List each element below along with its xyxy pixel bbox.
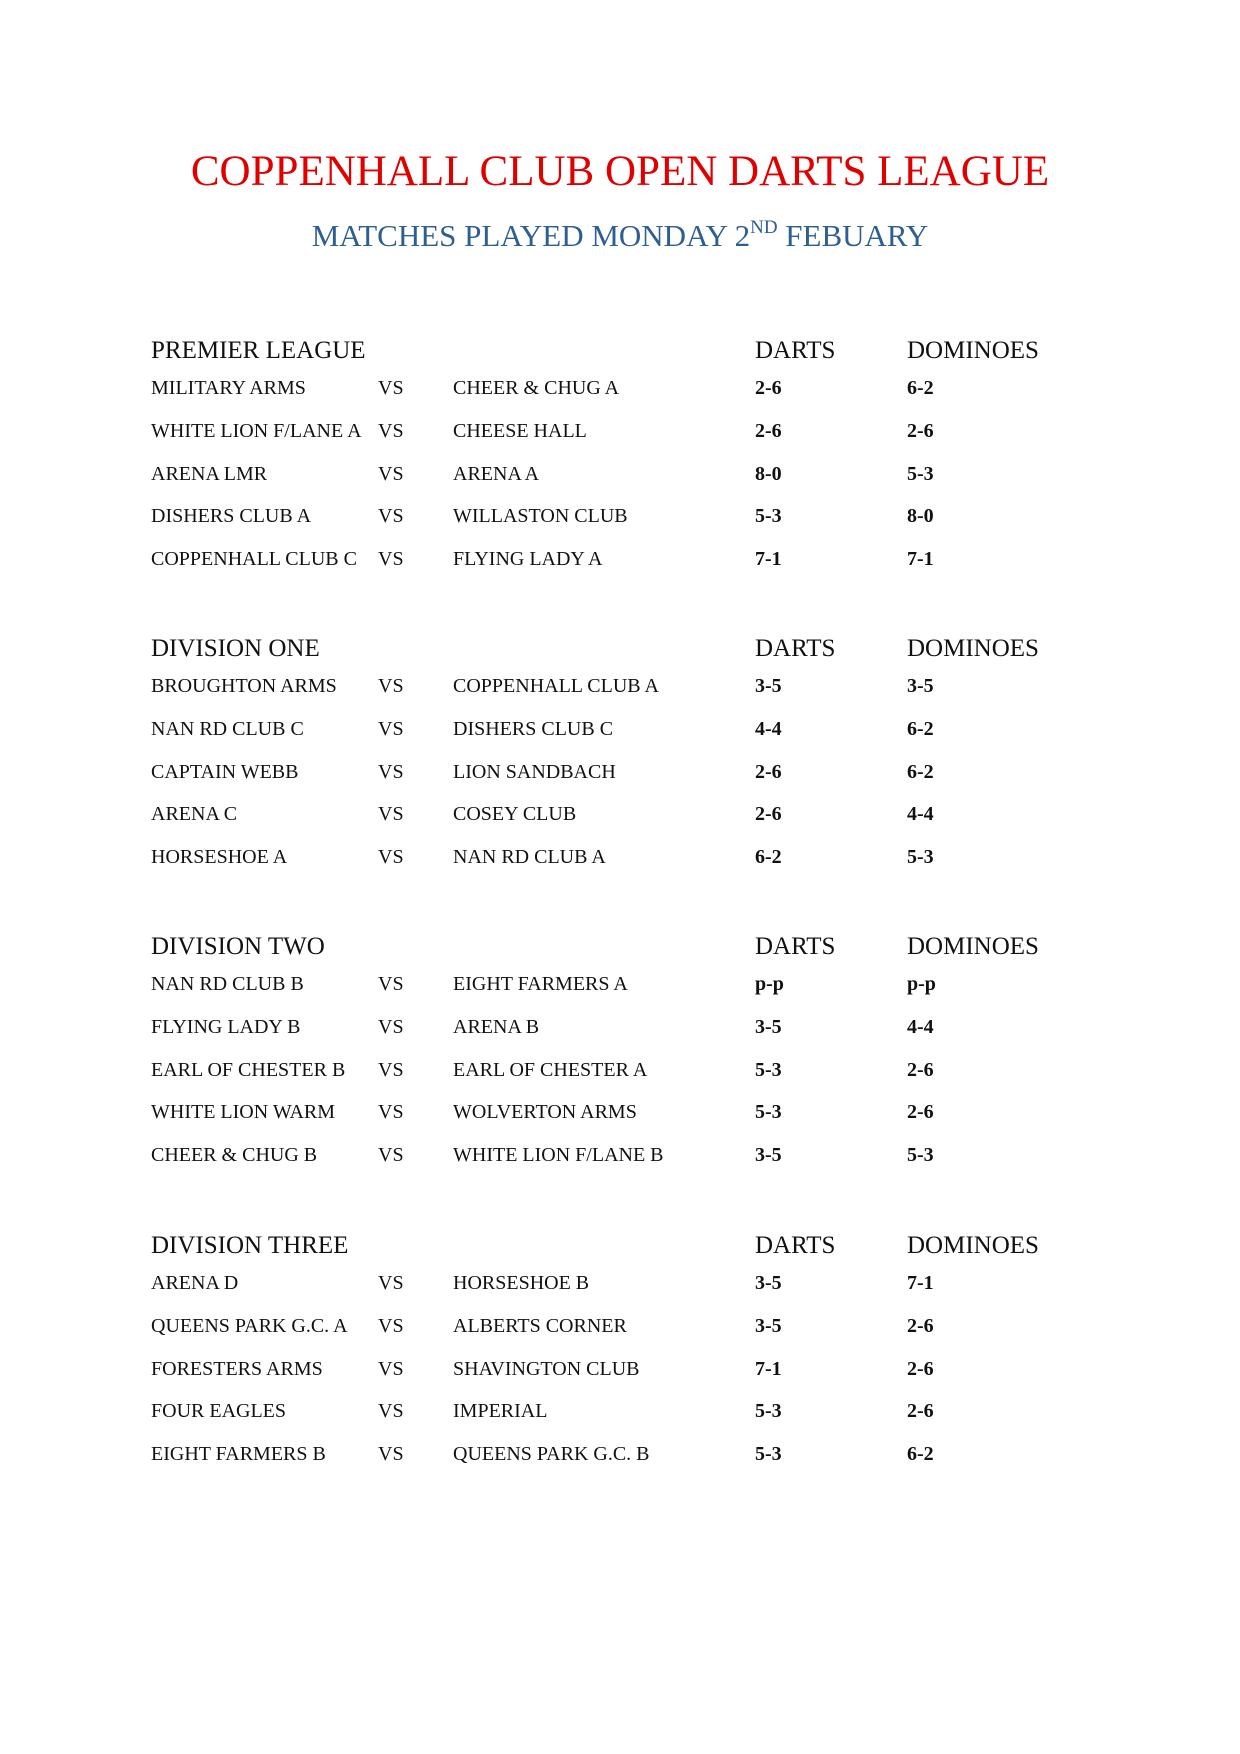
dominoes-score: 4-4: [907, 1015, 934, 1038]
home-team: CAPTAIN WEBB: [151, 760, 299, 783]
darts-column-header: DARTS: [755, 635, 836, 662]
section-header: [0, 636, 1240, 676]
home-team: WHITE LION F/LANE A: [151, 419, 362, 442]
home-team: ARENA C: [151, 803, 238, 826]
home-team: EARL OF CHESTER B: [151, 1058, 346, 1081]
subtitle-ordinal-suffix: ND: [750, 216, 778, 238]
darts-score: 2-6: [755, 803, 782, 826]
versus-label: VS: [378, 846, 404, 869]
away-team: ARENA A: [453, 462, 540, 485]
match-row: [0, 464, 1240, 507]
away-team: EIGHT FARMERS A: [453, 973, 628, 995]
away-team: CHEESE HALL: [453, 419, 587, 442]
home-team: ARENA D: [151, 1272, 239, 1294]
away-team: HORSESHOE B: [453, 1272, 590, 1294]
versus-label: VS: [378, 462, 404, 485]
home-team: QUEENS PARK G.C. A: [151, 1314, 348, 1337]
versus-label: VS: [378, 973, 404, 995]
darts-column-header: DARTS: [755, 337, 836, 364]
match-row: [0, 506, 1240, 549]
away-team: WILLASTON CLUB: [453, 505, 628, 528]
dominoes-score: 5-3: [907, 1144, 934, 1167]
dominoes-score: 7-1: [907, 548, 934, 571]
versus-label: VS: [378, 675, 404, 697]
home-team: FLYING LADY B: [151, 1015, 301, 1038]
match-row: [0, 378, 1240, 421]
match-row: [0, 676, 1240, 719]
dominoes-score: 7-1: [907, 1272, 934, 1294]
dominoes-score: 5-3: [907, 846, 934, 869]
home-team: NAN RD CLUB C: [151, 717, 304, 740]
league-section: [0, 636, 1240, 890]
dominoes-score: p-p: [907, 973, 936, 995]
darts-score: 3-5: [755, 675, 782, 697]
darts-score: 8-0: [755, 462, 782, 485]
darts-score: 5-3: [755, 505, 782, 528]
match-row: [0, 1273, 1240, 1316]
darts-score: 7-1: [755, 548, 782, 571]
away-team: SHAVINGTON CLUB: [453, 1357, 640, 1380]
home-team: WHITE LION WARM: [151, 1101, 336, 1124]
versus-label: VS: [378, 377, 404, 399]
match-row: [0, 421, 1240, 464]
versus-label: VS: [378, 1101, 404, 1124]
dominoes-score: 5-3: [907, 462, 934, 485]
match-row: [0, 847, 1240, 890]
versus-label: VS: [378, 1272, 404, 1294]
match-row: [0, 1145, 1240, 1188]
match-row: [0, 1401, 1240, 1444]
match-row: [0, 1017, 1240, 1060]
league-section: [0, 1233, 1240, 1487]
darts-score: 6-2: [755, 846, 782, 869]
versus-label: VS: [378, 760, 404, 783]
match-row: [0, 1316, 1240, 1359]
match-row: [0, 1444, 1240, 1487]
versus-label: VS: [378, 1015, 404, 1038]
darts-score: 2-6: [755, 760, 782, 783]
versus-label: VS: [378, 548, 404, 571]
dominoes-score: 2-6: [907, 1357, 934, 1380]
dominoes-score: 6-2: [907, 1443, 934, 1466]
dominoes-score: 2-6: [907, 1101, 934, 1124]
darts-score: 5-3: [755, 1101, 782, 1124]
home-team: COPPENHALL CLUB C: [151, 548, 357, 571]
page-title: COPPENHALL CLUB OPEN DARTS LEAGUE: [190, 148, 1050, 195]
away-team: CHEER & CHUG A: [453, 377, 620, 399]
darts-score: 3-5: [755, 1015, 782, 1038]
away-team: ARENA B: [453, 1015, 540, 1038]
versus-label: VS: [378, 505, 404, 528]
match-row: [0, 1060, 1240, 1103]
darts-score: 5-3: [755, 1443, 782, 1466]
match-row: [0, 719, 1240, 762]
away-team: EARL OF CHESTER A: [453, 1058, 648, 1081]
match-row: [0, 762, 1240, 805]
section-header: [0, 1233, 1240, 1273]
versus-label: VS: [378, 717, 404, 740]
home-team: NAN RD CLUB B: [151, 973, 304, 995]
away-team: COPPENHALL CLUB A: [453, 675, 659, 697]
darts-column-header: DARTS: [755, 933, 836, 960]
dominoes-score: 3-5: [907, 675, 934, 697]
dominoes-score: 4-4: [907, 803, 934, 826]
league-section: [0, 338, 1240, 592]
darts-score: 5-3: [755, 1400, 782, 1423]
versus-label: VS: [378, 1144, 404, 1167]
away-team: FLYING LADY A: [453, 548, 603, 571]
darts-score: 2-6: [755, 377, 782, 399]
section-title: DIVISION THREE: [151, 1232, 349, 1259]
home-team: ARENA LMR: [151, 462, 268, 485]
versus-label: VS: [378, 1314, 404, 1337]
home-team: HORSESHOE A: [151, 846, 288, 869]
match-row: [0, 1102, 1240, 1145]
dominoes-score: 2-6: [907, 1314, 934, 1337]
home-team: BROUGHTON ARMS: [151, 675, 337, 697]
match-row: [0, 804, 1240, 847]
versus-label: VS: [378, 1058, 404, 1081]
match-row: [0, 549, 1240, 592]
away-team: DISHERS CLUB C: [453, 717, 614, 740]
darts-score: 3-5: [755, 1144, 782, 1167]
home-team: MILITARY ARMS: [151, 377, 306, 399]
away-team: COSEY CLUB: [453, 803, 577, 826]
darts-column-header: DARTS: [755, 1232, 836, 1259]
league-section: [0, 934, 1240, 1188]
darts-score: p-p: [755, 973, 784, 995]
versus-label: VS: [378, 1400, 404, 1423]
home-team: EIGHT FARMERS B: [151, 1443, 326, 1466]
dominoes-column-header: DOMINOES: [907, 635, 1039, 662]
match-row: [0, 974, 1240, 1017]
home-team: FOUR EAGLES: [151, 1400, 287, 1423]
dominoes-column-header: DOMINOES: [907, 933, 1039, 960]
away-team: IMPERIAL: [453, 1400, 548, 1423]
home-team: CHEER & CHUG B: [151, 1144, 318, 1167]
away-team: LION SANDBACH: [453, 760, 616, 783]
dominoes-score: 8-0: [907, 505, 934, 528]
subtitle-month: FEBUARY: [777, 218, 929, 253]
home-team: FORESTERS ARMS: [151, 1357, 323, 1380]
section-header: [0, 934, 1240, 974]
darts-score: 5-3: [755, 1058, 782, 1081]
away-team: WHITE LION F/LANE B: [453, 1144, 664, 1167]
page-subtitle: [0, 216, 1240, 253]
versus-label: VS: [378, 1443, 404, 1466]
dominoes-column-header: DOMINOES: [907, 1232, 1039, 1259]
away-team: WOLVERTON ARMS: [453, 1101, 637, 1124]
darts-score: 7-1: [755, 1357, 782, 1380]
dominoes-score: 6-2: [907, 717, 934, 740]
versus-label: VS: [378, 1357, 404, 1380]
match-row: [0, 1359, 1240, 1402]
dominoes-column-header: DOMINOES: [907, 337, 1039, 364]
away-team: QUEENS PARK G.C. B: [453, 1443, 650, 1466]
dominoes-score: 2-6: [907, 1400, 934, 1423]
section-title: PREMIER LEAGUE: [151, 337, 366, 364]
section-header: [0, 338, 1240, 378]
dominoes-score: 6-2: [907, 760, 934, 783]
darts-score: 3-5: [755, 1272, 782, 1294]
away-team: ALBERTS CORNER: [453, 1314, 627, 1337]
versus-label: VS: [378, 419, 404, 442]
dominoes-score: 2-6: [907, 1058, 934, 1081]
dominoes-score: 2-6: [907, 419, 934, 442]
section-title: DIVISION ONE: [151, 635, 320, 662]
away-team: NAN RD CLUB A: [453, 846, 606, 869]
darts-score: 3-5: [755, 1314, 782, 1337]
dominoes-score: 6-2: [907, 377, 934, 399]
section-title: DIVISION TWO: [151, 933, 325, 960]
subtitle-text: MATCHES PLAYED MONDAY 2: [311, 218, 751, 253]
darts-score: 4-4: [755, 717, 782, 740]
darts-score: 2-6: [755, 419, 782, 442]
versus-label: VS: [378, 803, 404, 826]
home-team: DISHERS CLUB A: [151, 505, 312, 528]
